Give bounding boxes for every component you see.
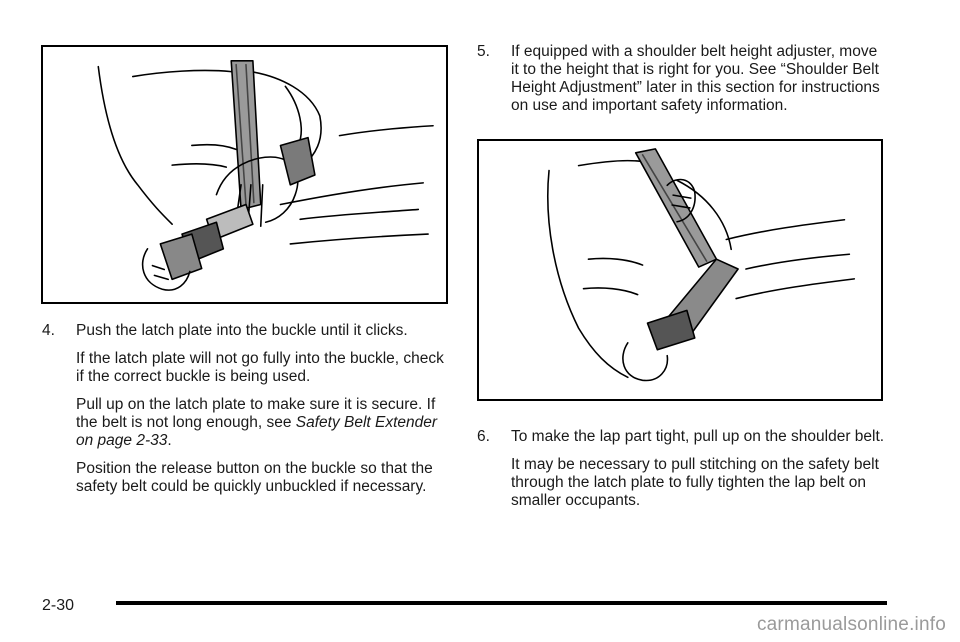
step-6-paragraph-1: It may be necessary to pull stitching on the safety belt through the latch plate to fully tighten the lap belt on smaller occupants. — [511, 456, 879, 509]
step-4-paragraph-2-text: Pull up on the latch plate to make sure it is secure. If the belt is not long enough, see — [76, 396, 436, 431]
illustration-shoulder-belt — [477, 139, 883, 401]
step-4-paragraph-2-end: . — [167, 432, 172, 449]
safety-belt-extender-reference[interactable]: Safety Belt Extender on page 2-33 — [76, 414, 438, 449]
footer-rule — [116, 601, 887, 605]
right-column-bottom — [477, 428, 887, 510]
right-column-top — [477, 43, 887, 115]
step-4-paragraph-2 — [42, 396, 452, 450]
step-6-number: 6. — [477, 428, 490, 445]
step-4-number: 4. — [42, 322, 55, 339]
watermark: carmanualsonline.info — [756, 614, 946, 635]
shoulder-belt-drawing — [479, 141, 881, 399]
step-5-text: If equipped with a shoulder belt height adjuster, move it to the height that is right for you. See “Shoulder Belt Height Adjustment” later in this section for instructions on use and important safety information. — [511, 43, 880, 114]
step-4-text: Push the latch plate into the buckle until it clicks. — [76, 322, 408, 339]
step-6-text: To make the lap part tight, pull up on the shoulder belt. — [511, 428, 885, 445]
left-column — [42, 322, 452, 496]
latch-buckle-drawing — [43, 47, 446, 302]
step-4 — [42, 322, 452, 340]
step-5-number: 5. — [477, 43, 490, 60]
page-number: 2-30 — [42, 597, 75, 614]
step-4-paragraph-3: Position the release button on the buckle so that the safety belt could be quickly unbuckled if necessary. — [76, 460, 433, 495]
illustration-latch-buckle — [41, 45, 448, 304]
step-6 — [477, 428, 887, 446]
step-4-paragraph-1: If the latch plate will not go fully into the buckle, check if the correct buckle is being used. — [76, 350, 444, 385]
step-5 — [477, 43, 887, 115]
